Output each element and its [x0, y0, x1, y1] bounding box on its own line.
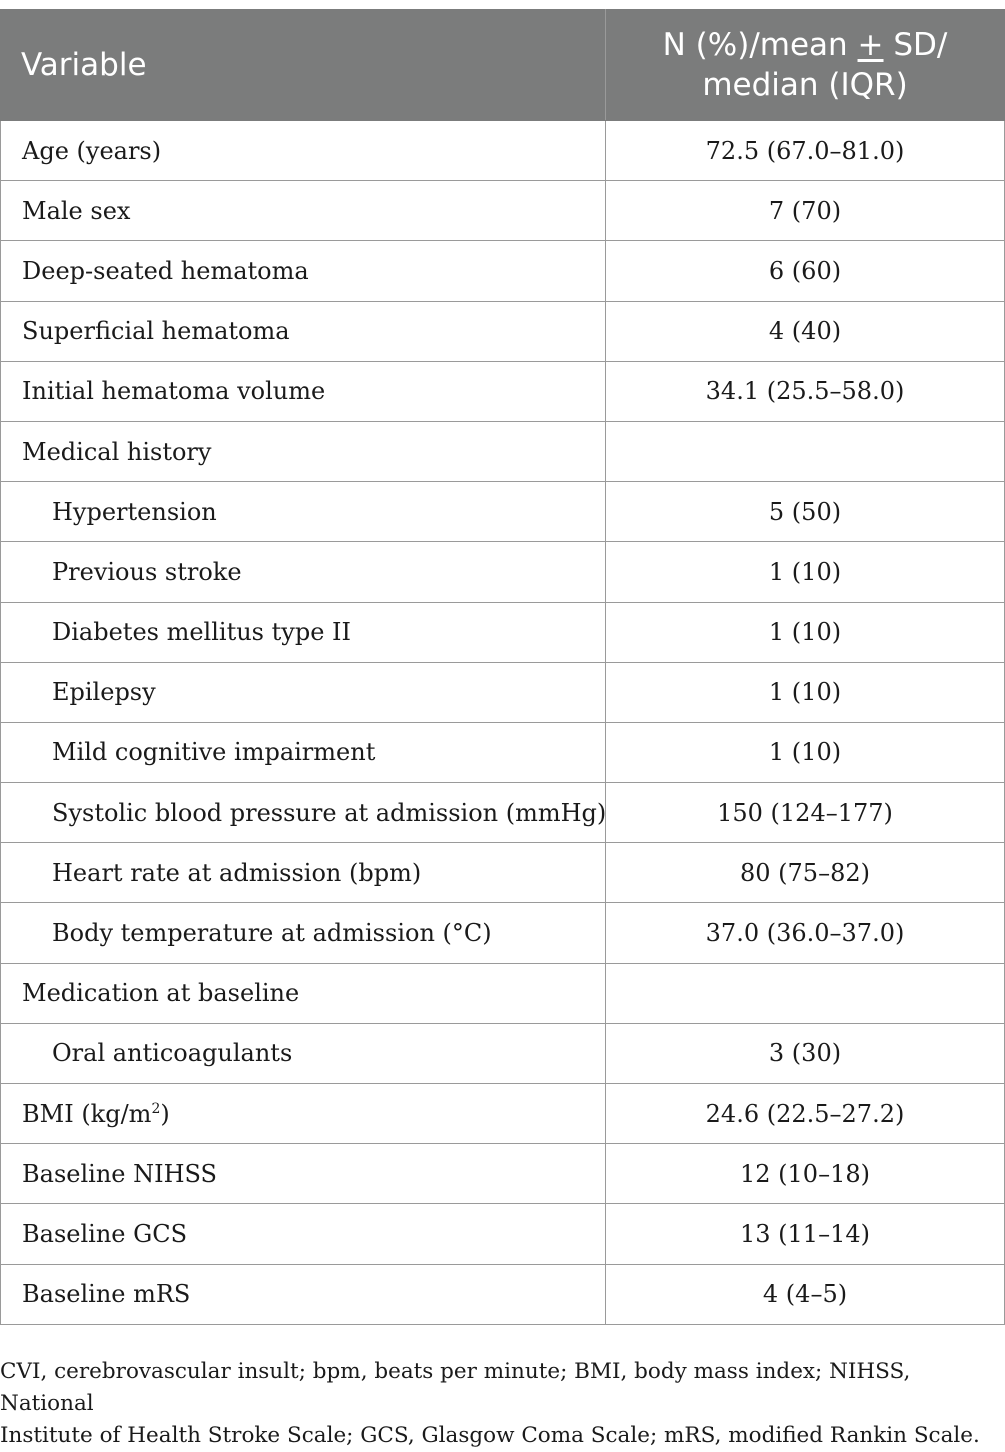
variable-label: Epilepsy: [52, 678, 156, 707]
variable-label: Systolic blood pressure at admission (mmHg): [52, 798, 607, 827]
variable-cell: [1, 1264, 606, 1324]
variable-cell: [1, 722, 606, 782]
baseline-characteristics-table: [0, 9, 1005, 1325]
table-row: [1, 301, 1005, 361]
table-body: [1, 121, 1005, 1325]
variable-label: BMI (kg/m: [22, 1099, 152, 1128]
variable-label: Deep-seated hematoma: [22, 256, 309, 285]
section-label-cell: [1, 421, 606, 481]
header-value: [606, 10, 1005, 121]
header-value-line1-a: N (%)/mean: [662, 27, 858, 63]
table-row: [1, 903, 1005, 963]
table-row: [1, 602, 1005, 662]
variable-cell: [1, 121, 606, 181]
header-value-line2: median (IQR): [702, 67, 908, 103]
variable-cell: [1, 301, 606, 361]
table-row: [1, 542, 1005, 602]
variable-label-tail: ): [160, 1099, 170, 1128]
variable-cell: [1, 241, 606, 301]
value-cell: 3 (30): [606, 1023, 1005, 1083]
table-row: [1, 1204, 1005, 1264]
variable-cell: [1, 1084, 606, 1144]
baseline-characteristics-table-container: [0, 9, 1005, 1325]
value-cell: 72.5 (67.0–81.0): [606, 121, 1005, 181]
section-label-cell: [1, 963, 606, 1023]
variable-cell: [1, 361, 606, 421]
value-cell: 24.6 (22.5–27.2): [606, 1084, 1005, 1144]
table-row: [1, 482, 1005, 542]
variable-cell: [1, 903, 606, 963]
variable-cell: [1, 542, 606, 602]
variable-cell: [1, 662, 606, 722]
variable-label: Medical history: [22, 437, 212, 466]
section-empty-cell: [606, 963, 1005, 1023]
value-cell: 34.1 (25.5–58.0): [606, 361, 1005, 421]
variable-label: Age (years): [22, 136, 162, 165]
table-row: [1, 121, 1005, 181]
variable-label: Body temperature at admission (°C): [52, 919, 492, 948]
table-row: [1, 783, 1005, 843]
table-row: [1, 241, 1005, 301]
plus-minus-symbol: +: [857, 27, 884, 63]
value-cell: 5 (50): [606, 482, 1005, 542]
variable-cell: [1, 843, 606, 903]
value-cell: 7 (70): [606, 181, 1005, 241]
variable-label: Superficial hematoma: [22, 317, 290, 346]
table-row: [1, 361, 1005, 421]
table-row: [1, 1084, 1005, 1144]
table-row: [1, 722, 1005, 782]
variable-cell: [1, 482, 606, 542]
variable-label: Previous stroke: [52, 557, 242, 586]
table-section-row: [1, 963, 1005, 1023]
variable-cell: [1, 1144, 606, 1204]
variable-label: Baseline NIHSS: [22, 1159, 217, 1188]
value-cell: 12 (10–18): [606, 1144, 1005, 1204]
table-row: [1, 181, 1005, 241]
section-empty-cell: [606, 421, 1005, 481]
variable-label: Baseline mRS: [22, 1280, 191, 1309]
variable-label: Hypertension: [52, 497, 217, 526]
variable-label: Male sex: [22, 196, 131, 225]
header-value-line1-b: SD/: [883, 27, 948, 63]
variable-label: Heart rate at admission (bpm): [52, 858, 422, 887]
value-cell: 6 (60): [606, 241, 1005, 301]
value-cell: 13 (11–14): [606, 1204, 1005, 1264]
variable-label: Oral anticoagulants: [52, 1039, 293, 1068]
table-footnote: CVI, cerebrovascular insult; bpm, beats per minute; BMI, body mass index; NIHSS, National Institute of Health Stroke Scale; GCS, Glasgow Coma Scale; mRS, modified Rankin Scale.: [0, 1359, 980, 1448]
value-cell: 1 (10): [606, 542, 1005, 602]
variable-label: Medication at baseline: [22, 979, 300, 1008]
variable-cell: [1, 1204, 606, 1264]
variable-cell: [1, 783, 606, 843]
value-cell: 4 (40): [606, 301, 1005, 361]
table-row: [1, 1144, 1005, 1204]
variable-cell: [1, 181, 606, 241]
value-cell: 1 (10): [606, 602, 1005, 662]
variable-cell: [1, 602, 606, 662]
variable-label: Baseline GCS: [22, 1219, 188, 1248]
variable-label-superscript: 2: [151, 1100, 161, 1117]
value-cell: 1 (10): [606, 662, 1005, 722]
value-cell: 80 (75–82): [606, 843, 1005, 903]
header-value-line1: [606, 25, 1004, 65]
value-cell: 1 (10): [606, 722, 1005, 782]
table-section-row: [1, 421, 1005, 481]
table-row: [1, 1023, 1005, 1083]
table-header: [1, 10, 1005, 121]
variable-cell: [1, 1023, 606, 1083]
variable-label: Mild cognitive impairment: [52, 738, 376, 767]
table-row: [1, 662, 1005, 722]
value-cell: 4 (4–5): [606, 1264, 1005, 1324]
value-cell: 150 (124–177): [606, 783, 1005, 843]
value-cell: 37.0 (36.0–37.0): [606, 903, 1005, 963]
variable-label: Initial hematoma volume: [22, 377, 326, 406]
header-variable: Variable: [1, 10, 606, 121]
header-row: [1, 10, 1005, 121]
table-row: [1, 843, 1005, 903]
table-row: [1, 1264, 1005, 1324]
variable-label: Diabetes mellitus type II: [52, 618, 351, 647]
